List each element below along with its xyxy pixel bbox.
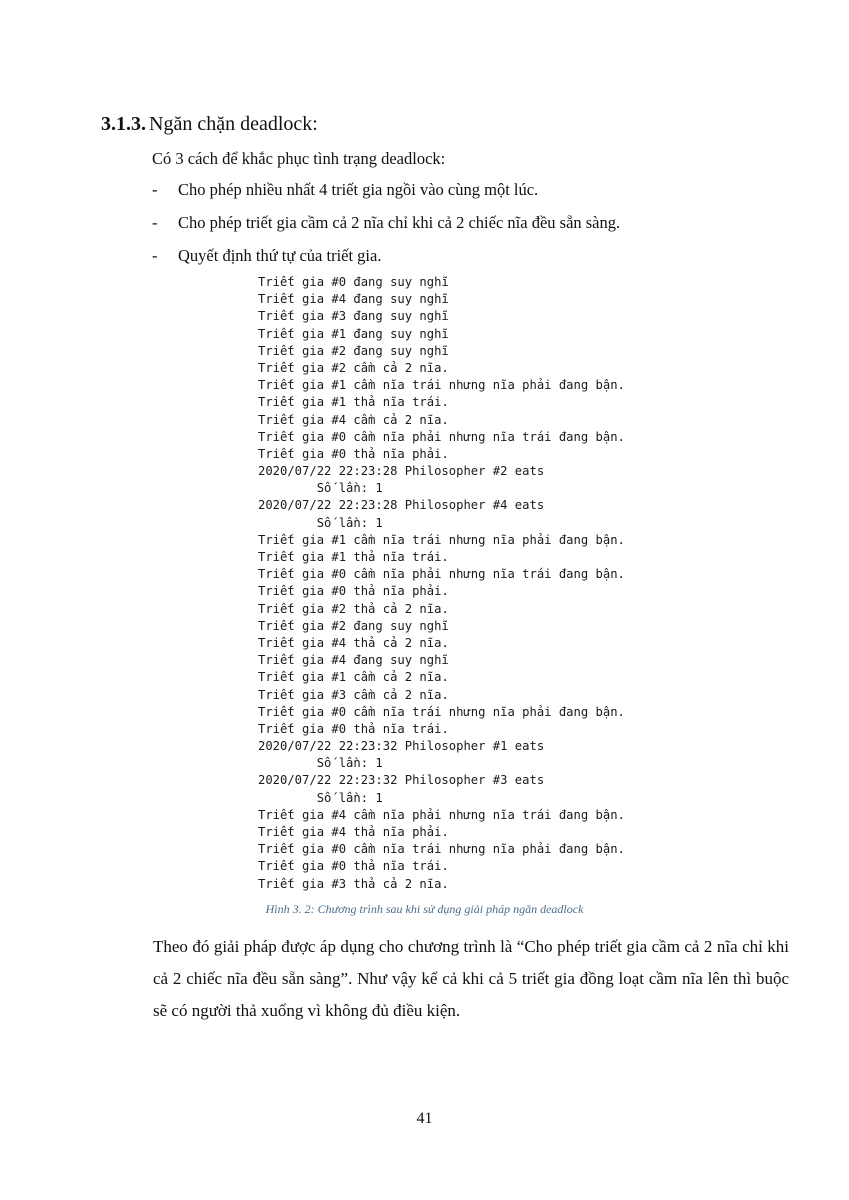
bullet-text: Cho phép triết gia cầm cả 2 nĩa chỉ khi cả 2 chiếc nĩa đều sẵn sàng. <box>178 213 621 232</box>
console-line: Triết gia #0 cầm nĩa phải nhưng nĩa trái đang bận. <box>258 429 625 444</box>
console-line: Triết gia #2 đang suy nghĩ <box>258 618 449 633</box>
console-line: Triết gia #1 cầm cả 2 nĩa. <box>258 670 449 685</box>
console-line: Triết gia #1 thả nĩa trái. <box>258 395 449 410</box>
section-title-colon: : <box>312 113 318 135</box>
console-line: Triết gia #1 cầm nĩa trái nhưng nĩa phải đang bận. <box>258 532 625 547</box>
section-number: 3.1.3. <box>101 113 146 135</box>
console-line: Triết gia #0 thả nĩa phải. <box>258 446 449 461</box>
console-line: Triết gia #0 cầm nĩa trái nhưng nĩa phải đang bận. <box>258 704 625 719</box>
console-line: Triết gia #1 đang suy nghĩ <box>258 326 449 341</box>
console-line: Triết gia #0 thả nĩa phải. <box>258 584 449 599</box>
intro-text: Có 3 cách để khắc phục tình trạng deadlock: <box>152 149 446 168</box>
console-line: Triết gia #4 đang suy nghĩ <box>258 653 449 668</box>
page-number: 41 <box>416 1110 433 1127</box>
console-line: 2020/07/22 22:23:28 Philosopher #4 eats <box>258 498 545 513</box>
console-line: Số lần: 1 <box>258 481 383 496</box>
section-heading <box>101 112 318 136</box>
console-line: Triết gia #3 thả cả 2 nĩa. <box>258 876 449 891</box>
console-line: 2020/07/22 22:23:28 Philosopher #2 eats <box>258 464 545 479</box>
console-line: Triết gia #4 đang suy nghĩ <box>258 292 449 307</box>
console-line: Triết gia #0 cầm nĩa trái nhưng nĩa phải đang bận. <box>258 842 625 857</box>
console-line: Triết gia #0 đang suy nghĩ <box>258 275 449 289</box>
console-line: Triết gia #1 cầm nĩa trái nhưng nĩa phải đang bận. <box>258 378 625 393</box>
console-line: Triết gia #4 cầm nĩa phải nhưng nĩa trái đang bận. <box>258 807 625 822</box>
bullet-marker: - <box>152 213 158 232</box>
console-line: Triết gia #2 cầm cả 2 nĩa. <box>258 360 449 375</box>
console-line: Số lần: 1 <box>258 515 383 530</box>
console-line: Triết gia #1 thả nĩa trái. <box>258 550 449 564</box>
body-paragraph: Theo đó giải pháp được áp dụng cho chương trình là “Cho phép triết gia cầm cả 2 nĩa chỉ khi cả 2 chiếc nĩa đều sẵn sàng”. Như vậy kể cả khi cả 5 triết gia đồng loạt cầm nĩa lên thì buộc sẽ có người thả xuống vì không đủ điều kiện. <box>153 937 789 1020</box>
console-line: Triết gia #3 cầm cả 2 nĩa. <box>258 687 449 702</box>
console-line: Số lần: 1 <box>258 790 383 805</box>
bullet-text: Quyết định thứ tự của triết gia. <box>178 246 382 265</box>
console-line: Triết gia #4 cầm cả 2 nĩa. <box>258 412 449 427</box>
console-line: Triết gia #4 thả cả 2 nĩa. <box>258 635 449 650</box>
console-line: Số lần: 1 <box>258 756 383 771</box>
console-line: 2020/07/22 22:23:32 Philosopher #1 eats <box>258 739 545 754</box>
console-line: Triết gia #3 đang suy nghĩ <box>258 309 449 324</box>
console-line: Triết gia #4 thả nĩa phải. <box>258 825 449 839</box>
console-line: Triết gia #0 cầm nĩa phải nhưng nĩa trái đang bận. <box>258 567 625 582</box>
section-title: Ngăn chặn deadlock <box>149 113 313 135</box>
bullet-text: Cho phép nhiều nhất 4 triết gia ngồi vào cùng một lúc. <box>178 180 539 199</box>
console-line: Triết gia #2 thả cả 2 nĩa. <box>258 601 449 616</box>
figure-caption: Hình 3. 2: Chương trình sau khi sử dụng giải pháp ngăn deadlock <box>265 902 584 916</box>
console-line: Triết gia #0 thả nĩa trái. <box>258 859 449 874</box>
console-line: Triết gia #2 đang suy nghĩ <box>258 343 449 358</box>
console-line: Triết gia #0 thả nĩa trái. <box>258 721 449 736</box>
bullet-marker: - <box>152 180 158 199</box>
console-line: 2020/07/22 22:23:32 Philosopher #3 eats <box>258 773 545 788</box>
console-output <box>258 274 625 893</box>
bullet-marker: - <box>152 246 158 265</box>
